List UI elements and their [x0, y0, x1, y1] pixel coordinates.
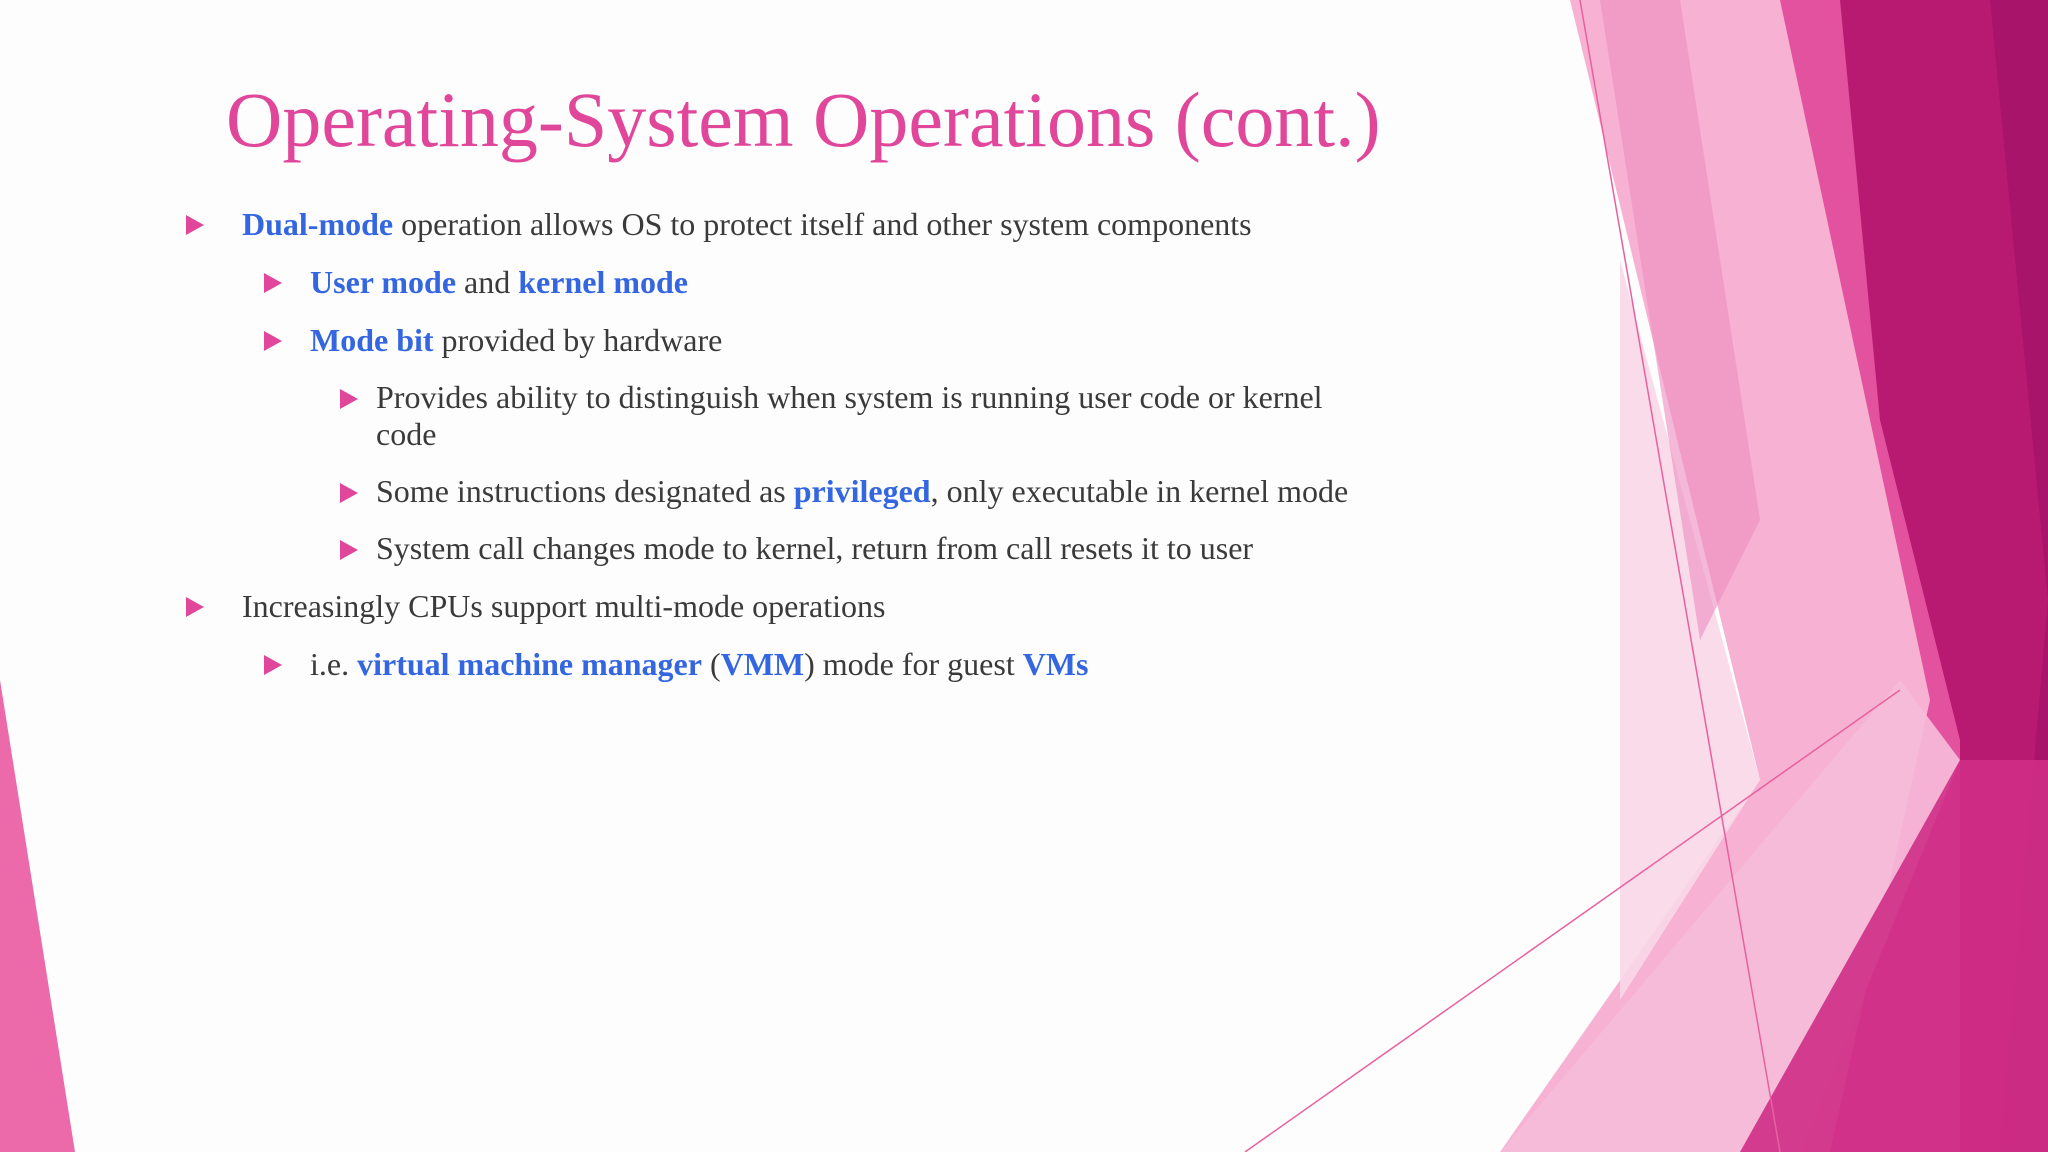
- bullet-text: [310, 646, 1088, 682]
- text-segment: ) mode for guest: [804, 646, 1023, 682]
- highlighted-term: User mode: [310, 264, 457, 300]
- bullet-item-level-2: [180, 263, 1380, 301]
- bullet-item-level-3: [180, 473, 1349, 510]
- bullet-item-level-2: [180, 321, 1380, 359]
- text-segment: System call changes mode to kernel, return from call resets it to user: [376, 530, 1254, 566]
- bullet-text: [242, 588, 885, 624]
- triangle-bullet-icon: [264, 331, 282, 351]
- text-segment: Increasingly CPUs support multi-mode operations: [242, 588, 886, 624]
- bullet-item-level-3: [180, 379, 1330, 453]
- bullet-item-level-1: [180, 205, 1380, 243]
- triangle-bullet-icon: [340, 389, 358, 409]
- triangle-bullet-icon: [264, 655, 282, 675]
- triangle-bullet-icon: [340, 483, 358, 503]
- text-segment: Some instructions designated as: [376, 473, 794, 509]
- text-segment: and: [456, 264, 519, 300]
- left-edge-shape: [0, 680, 75, 1152]
- bullet-item-level-1: [180, 587, 1380, 625]
- bullet-text: [376, 530, 1376, 567]
- triangle-bullet-icon: [186, 597, 204, 617]
- bullet-text: [310, 264, 688, 300]
- highlighted-term: virtual machine manager: [357, 646, 702, 682]
- triangle-bullet-icon: [264, 273, 282, 293]
- text-segment: i.e.: [310, 646, 358, 682]
- triangle-bullet-icon: [340, 540, 358, 560]
- bullet-text: [376, 473, 1376, 510]
- text-segment: operation allows OS to protect itself and other system components: [393, 206, 1252, 242]
- bullet-item-level-2: [180, 645, 1380, 683]
- highlighted-term: Dual-mode: [242, 206, 394, 242]
- text-segment: provided by hardware: [433, 322, 723, 358]
- bullet-item-level-3: [180, 530, 1330, 567]
- slide-title: Operating-System Operations (cont.): [226, 76, 1381, 163]
- highlighted-term: VMM: [720, 646, 805, 682]
- text-segment: (: [701, 646, 721, 682]
- highlighted-term: Mode bit: [310, 322, 434, 358]
- text-segment: Provides ability to distinguish when system is running user code or kernel code: [376, 379, 1323, 452]
- triangle-bullet-icon: [186, 215, 204, 235]
- bullet-text: [376, 379, 1376, 453]
- highlighted-term: VMs: [1022, 646, 1089, 682]
- bullet-text: [310, 322, 722, 358]
- text-segment: , only executable in kernel mode: [930, 473, 1349, 509]
- highlighted-term: privileged: [793, 473, 931, 509]
- bullet-text: [242, 206, 1252, 242]
- bullet-list: [180, 205, 1380, 703]
- highlighted-term: kernel mode: [518, 264, 688, 300]
